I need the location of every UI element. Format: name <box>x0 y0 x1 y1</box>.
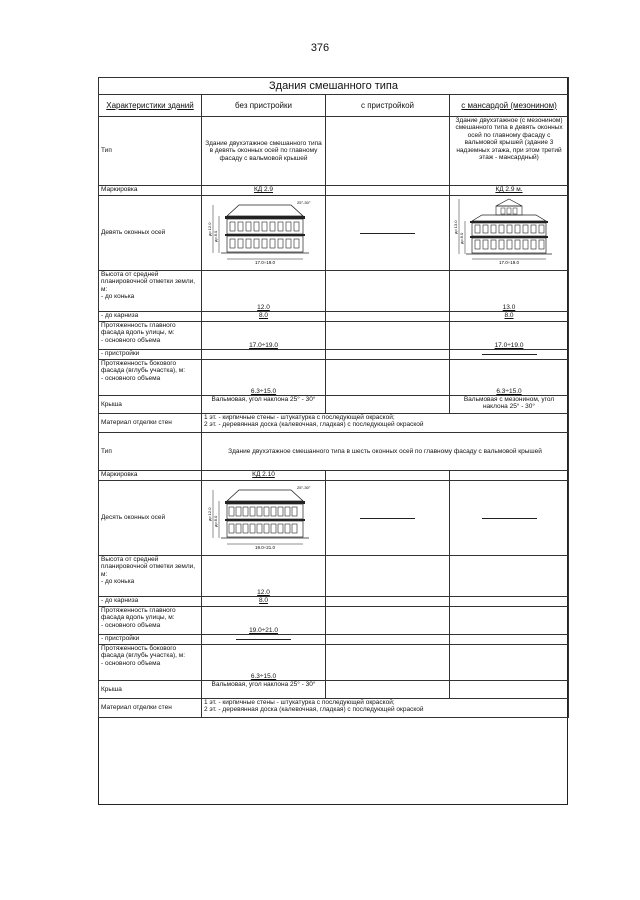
label-side-facade: Протяженность бокового фасада (вглубь участка), м: - основного объема <box>99 360 202 396</box>
label-height-2: Высота от средней планировочной отметки земли, м: - до конька <box>99 556 202 597</box>
building-table <box>98 77 569 718</box>
b1c2-width-label: 17.0÷19.0 <box>254 260 275 265</box>
b2-side-col4 <box>450 645 569 681</box>
b2-roof-col4 <box>450 681 569 699</box>
label-main-facade-2: Протяженность главного фасада вдоль улицы, м: - основного объема <box>99 607 202 635</box>
b1-ridge-col2: 12.0 <box>202 271 326 312</box>
b1-main-col3 <box>326 322 450 350</box>
b2-main-col3 <box>326 607 450 635</box>
b1-type-col2: Здание двухэтажное смешанного типа в девять оконных осей по главному фасаду с вальмовой крышей <box>202 117 326 186</box>
b1-finish: 1 эт. - кирпичные стены - штукатурка с последующей окраской; 2 эт. - деревянная доска (калевочная, гладкая) с последующей окраской <box>202 414 569 433</box>
b2-main-col2: 19.0÷21.0 <box>202 607 326 635</box>
b2-main-col4 <box>450 607 569 635</box>
b1-type-col3 <box>326 117 450 186</box>
label-annex: - пристройки <box>99 350 202 360</box>
b2c2-h2-label: до 8.0 <box>212 515 218 527</box>
b1-main-col4: 17.0÷19.0 <box>450 322 569 350</box>
b2-marking-col2: КД 2.10 <box>202 471 326 481</box>
b1-annex-col4 <box>450 350 569 360</box>
label-height: Высота от средней планировочной отметки земли, м: - до конька <box>99 271 202 312</box>
b2-roof-col3 <box>326 681 450 699</box>
label-cornice-2: - до карниза <box>99 597 202 607</box>
b1-ridge-col3 <box>326 271 450 312</box>
label-type-2: Тип <box>99 433 202 471</box>
label-marking: Маркировка <box>99 186 202 196</box>
b2-side-col3 <box>326 645 450 681</box>
label-nine-axes: Девять оконных осей <box>99 196 202 271</box>
b2-annex-col2 <box>202 635 326 645</box>
b1-side-col4: 6.3÷15.0 <box>450 360 569 396</box>
page-number: 376 <box>310 42 330 54</box>
facade-drawing-kd29m <box>452 196 566 268</box>
b2-ridge-col4 <box>450 556 569 597</box>
label-type: Тип <box>99 117 202 186</box>
b1-cornice-col4: 8.0 <box>450 312 569 322</box>
facade-drawing-kd210 <box>205 481 323 553</box>
label-main-facade: Протяженность главного фасада вдоль улицы, м: - основного объема <box>99 322 202 350</box>
b1-roof-col2: Вальмовая, угол наклона 25° - 30° <box>202 396 326 414</box>
b2-finish: 1 эт. - кирпичные стены - штукатурка с последующей окраской; 2 эт. - деревянная доска (калевочная, гладкая) с последующей окраской <box>202 699 569 718</box>
table-title: Здания смешанного типа <box>99 78 569 95</box>
b1-cornice-col3 <box>326 312 450 322</box>
b2-marking-col4 <box>450 471 569 481</box>
b2c2-h1-label: до 12.0 <box>206 507 212 521</box>
b1-drawing-col2 <box>202 196 326 271</box>
b1-cornice-col2: 8.0 <box>202 312 326 322</box>
b1c2-h1-label: до 12.0 <box>206 222 212 236</box>
label-ten-axes: Десять оконных осей <box>99 481 202 556</box>
b2-drawing-col2 <box>202 481 326 556</box>
b1c2-angle-label: 25°-30° <box>296 200 310 205</box>
facade-drawing-kd29 <box>205 196 323 268</box>
b1-main-col2: 17.0÷19.0 <box>202 322 326 350</box>
label-finish: Материал отделки стен <box>99 414 202 433</box>
b1-drawing-col4 <box>450 196 569 271</box>
b1-drawing-col3 <box>326 196 450 271</box>
b1c4-h1-label: до 13.0 <box>453 220 458 234</box>
b1-type-col4: Здание двухэтажное (с мезонином) смешанного типа в девять оконных осей по главному фасаду с вальмовой крышей (здание 3 надземных этажа, при этом третий этаж - мансардный) <box>450 117 569 186</box>
b1-side-col2: 6.3÷15.0 <box>202 360 326 396</box>
b1c4-width-label: 17.0÷19.0 <box>499 260 519 265</box>
label-annex-2: - пристройки <box>99 635 202 645</box>
b1-side-col3 <box>326 360 450 396</box>
b2-ridge-col3 <box>326 556 450 597</box>
b2c2-angle-label: 25°-30° <box>296 485 310 490</box>
b2-cornice-col2: 8.0 <box>202 597 326 607</box>
b2c2-width-label: 19.0÷21.0 <box>254 545 275 550</box>
b1-annex-col2 <box>202 350 326 360</box>
b1-marking-col3 <box>326 186 450 196</box>
label-roof: Крыша <box>99 396 202 414</box>
b2-drawing-col3 <box>326 481 450 556</box>
b2-drawing-col4 <box>450 481 569 556</box>
label-marking-2: Маркировка <box>99 471 202 481</box>
b1-roof-col4: Вальмовая с мезонином, угол наклона 25° - 30° <box>450 396 569 414</box>
header-characteristics: Характеристики зданий <box>99 95 202 117</box>
b2-roof-col2: Вальмовая, угол наклона 25° - 30° <box>202 681 326 699</box>
b2-cornice-col4 <box>450 597 569 607</box>
b1-marking-col2: КД 2.9 <box>202 186 326 196</box>
b2-side-col2: 6.3÷15.0 <box>202 645 326 681</box>
label-cornice: - до карниза <box>99 312 202 322</box>
b2-cornice-col3 <box>326 597 450 607</box>
b2-annex-col3 <box>326 635 450 645</box>
b1-marking-col4: КД 2.9 м. <box>450 186 569 196</box>
b2-annex-col4 <box>450 635 569 645</box>
b1-roof-col3 <box>326 396 450 414</box>
b2-type: Здание двухэтажное смешанного типа в шесть оконных осей по главному фасаду с вальмовой крышей <box>202 433 569 471</box>
b1-ridge-col4: 13.0 <box>450 271 569 312</box>
label-roof-2: Крыша <box>99 681 202 699</box>
header-with-attic: с мансардой (мезонином) <box>450 95 569 117</box>
b1-annex-col3 <box>326 350 450 360</box>
b1c4-h2-label: до 8.0 <box>459 232 464 244</box>
label-finish-2: Материал отделки стен <box>99 699 202 718</box>
b2-marking-col3 <box>326 471 450 481</box>
header-no-annex: без пристройки <box>202 95 326 117</box>
label-side-facade-2: Протяженность бокового фасада (вглубь участка), м: - основного объема <box>99 645 202 681</box>
header-with-annex: с пристройкой <box>326 95 450 117</box>
b1c2-h2-label: до 8.0 <box>212 230 218 242</box>
b2-ridge-col2: 12.0 <box>202 556 326 597</box>
